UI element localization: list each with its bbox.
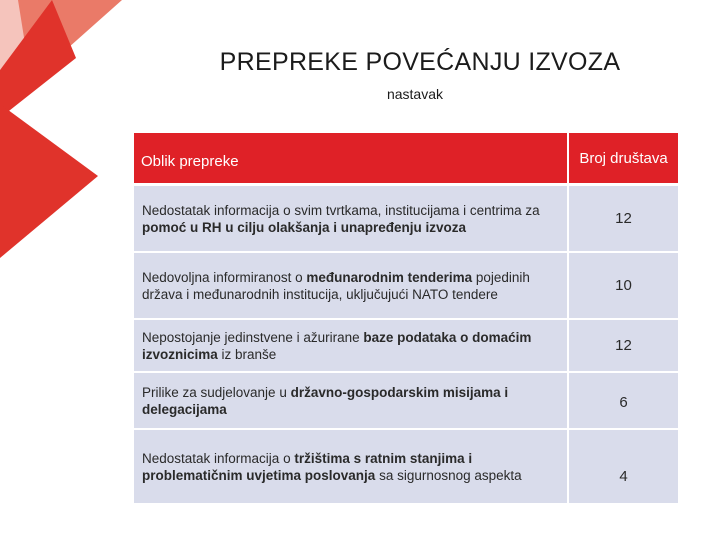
- obstacle-text: Prilike za sudjelovanje u: [142, 385, 291, 400]
- count-cell: [568, 319, 678, 372]
- obstacle-text-bold: međunarodnim tenderima: [306, 270, 473, 285]
- page-subtitle: nastavak: [386, 86, 444, 102]
- header-count: Broj društava: [568, 133, 678, 185]
- count-value: 12: [615, 337, 632, 354]
- obstacle-cell: [134, 185, 568, 253]
- obstacle-cell: [134, 429, 568, 503]
- obstacle-cell: [134, 319, 568, 372]
- count-value: 4: [619, 468, 628, 485]
- table-row: [134, 252, 678, 319]
- obstacle-text: pojedinih država i međunarodnih institucija, uključujući NATO tendere: [142, 270, 530, 302]
- obstacle-cell: [134, 372, 568, 429]
- obstacle-text-bold: tržištima s ratnim stanjima i problematičnim uvjetima poslovanja: [142, 451, 473, 483]
- obstacle-text: Nepostojanje jedinstvene i ažurirane: [142, 330, 364, 345]
- obstacle-text: iz branše: [217, 347, 277, 362]
- count-value: 12: [615, 210, 632, 227]
- corner-decoration: [0, 0, 140, 280]
- obstacle-text: Nedostatak informacija o: [142, 451, 295, 466]
- corner-shape-red-bottom: [0, 104, 98, 258]
- count-cell: [568, 429, 678, 503]
- obstacle-text: Nedostatak informacija o svim tvrtkama, institucijama i centrima za: [142, 203, 540, 218]
- obstacle-text: Nedovoljna informiranost o: [142, 270, 307, 285]
- header-obstacle: Oblik prepreke: [134, 133, 568, 185]
- obstacle-text-bold: državno-gospodarskim misijama i delegacijama: [142, 385, 509, 417]
- table-row: [134, 429, 678, 503]
- obstacle-text-bold: baze podataka o domaćim izvoznicima: [142, 330, 532, 362]
- table-row: [134, 372, 678, 429]
- page-title: PREPREKE POVEĆANJU IZVOZA: [219, 48, 621, 76]
- count-cell: [568, 185, 678, 253]
- count-value: 6: [619, 394, 628, 411]
- table-row: [134, 319, 678, 372]
- obstacle-text-bold: pomoć u RH u cilju olakšanja i unapređenju izvoza: [142, 220, 467, 235]
- obstacle-cell: [134, 252, 568, 319]
- count-cell: [568, 252, 678, 319]
- count-cell: [568, 372, 678, 429]
- table-row: [134, 185, 678, 253]
- obstacle-text: sa sigurnosnog aspekta: [375, 468, 522, 483]
- table-header-row: [134, 133, 678, 185]
- obstacles-table: [134, 133, 678, 503]
- count-value: 10: [615, 277, 632, 294]
